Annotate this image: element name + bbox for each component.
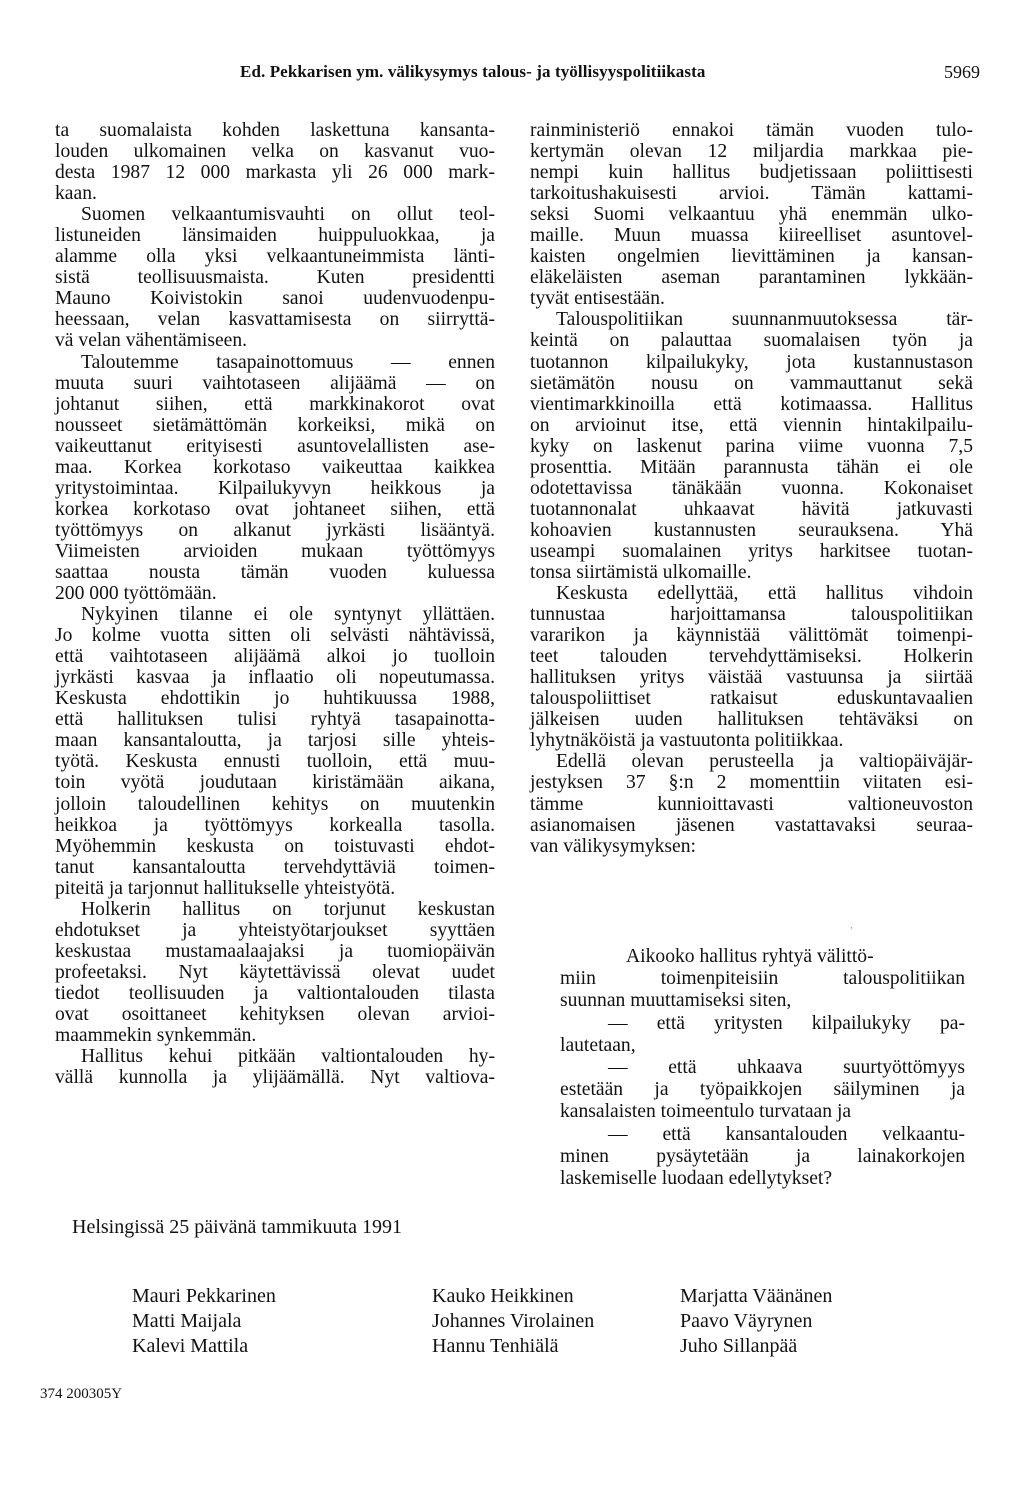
text-line: rainministeriö ennakoi tämän vuoden tulo- bbox=[530, 120, 973, 141]
scan-mark: ’ bbox=[850, 926, 854, 937]
text-line: 200 000 työttömään. bbox=[55, 583, 217, 605]
text-line: muuta suuri vaihtotaseen alijäämä — on bbox=[55, 372, 495, 394]
text-line: nempi kuin hallitus budjetissaan poliittisesti bbox=[530, 162, 973, 184]
text-line: sistä teollisuusmaista. Kuten presidentti bbox=[55, 267, 495, 289]
text-line: Holkerin hallitus on torjunut keskustan bbox=[81, 898, 495, 920]
signatory-name: Marjatta Väänänen bbox=[680, 1285, 833, 1307]
left-text-column bbox=[55, 120, 495, 1088]
text-line: tämme kunnioittavasti valtioneuvoston bbox=[530, 793, 973, 815]
text-line: maa. Korkea korkotaso vaikeuttaa kaikkea bbox=[55, 456, 495, 478]
text-line: johtanut siihen, että markkinakorot ovat bbox=[55, 393, 495, 415]
header-title: Ed. Pekkarisen ym. välikysymys talous- ja työllisyyspolitiikasta bbox=[240, 62, 706, 81]
text-line: talouspoliittiset ratkaisut eduskuntavaalien bbox=[530, 688, 973, 710]
text-line: Aikooko hallitus ryhtyä välittö- bbox=[626, 946, 874, 967]
text-line: vararikon ja käynnistää välittömät toimenpi- bbox=[530, 625, 973, 647]
text-line: maammekin synkemmän. bbox=[55, 1025, 257, 1047]
text-line: kaisten ongelmien lievittäminen ja kansan- bbox=[530, 246, 973, 268]
text-line: Keskusta edellyttää, että hallitus vihdoin bbox=[556, 583, 973, 605]
text-line: estetään ja työpaikkojen säilyminen ja bbox=[560, 1079, 965, 1101]
signatory-name: Matti Maijala bbox=[132, 1310, 242, 1332]
text-line: eläkeläisten aseman parantaminen lykkään- bbox=[530, 267, 973, 289]
signatories-column-2 bbox=[432, 1284, 594, 1359]
text-line: alamme olla yksi velkaantuneimmista länti- bbox=[55, 246, 495, 268]
text-line: tanut kansantaloutta tervehdyttäviä toimen- bbox=[55, 856, 495, 878]
text-line: korkea korkotaso ovat johtaneet siihen, että bbox=[55, 498, 495, 520]
signatory-name: Juho Sillanpää bbox=[680, 1335, 798, 1357]
text-line: piteitä ja tarjonnut hallitukselle yhteistyötä. bbox=[55, 877, 396, 899]
text-line: Suomen velkaantumisvauhti on ollut teol- bbox=[81, 204, 495, 226]
text-line: louden ulkomainen velka on kasvanut vuo- bbox=[55, 141, 495, 163]
text-line: hallituksen yritys väistää vastuunsa ja siirtää bbox=[530, 667, 973, 689]
text-line: heessaan, velan kasvattamisesta on siirryttä- bbox=[55, 309, 495, 331]
text-line: Talouspolitiikan suunnanmuutoksessa tär- bbox=[556, 309, 973, 331]
text-line: jolloin taloudellinen kehitys on muutenkin bbox=[55, 793, 495, 815]
signatory-name: Kauko Heikkinen bbox=[432, 1285, 574, 1307]
text-line: Mauno Koivistokin sanoi uudenvuodenpu- bbox=[55, 288, 495, 310]
text-line: Viimeisten arvioiden mukaan työttömyys bbox=[55, 540, 495, 562]
signatory-name: Kalevi Mattila bbox=[132, 1335, 249, 1357]
text-line: kertymän olevan 12 miljardia markkaa pie- bbox=[530, 141, 973, 163]
print-code: 374 200305Y bbox=[40, 1386, 123, 1402]
text-line: työtä. Keskusta ennusti tuolloin, että muu- bbox=[55, 751, 495, 773]
text-line: sietämätön nousu on vammauttanut sekä bbox=[530, 372, 973, 394]
text-line: ta suomalaista kohden laskettuna kansanta- bbox=[55, 120, 495, 141]
right-text-column bbox=[530, 120, 973, 857]
text-line: on arvioinut itse, että viennin hintakilpailu- bbox=[530, 414, 973, 436]
text-line: vaikeuttanut erityisesti asuntovelallisten ase- bbox=[55, 435, 495, 457]
text-line: saattaa nousta tämän vuoden kuluessa bbox=[55, 561, 495, 583]
text-line: keskustaa mustamaalaajaksi ja tuomiopäivän bbox=[55, 940, 495, 962]
text-line: Hallitus kehui pitkään valtiontalouden hy- bbox=[81, 1046, 495, 1068]
text-line: maan kansantaloutta, ja tarjosi sille yhteis- bbox=[55, 730, 495, 752]
text-line: useampi suomalainen yritys harkitsee tuotan- bbox=[530, 540, 973, 562]
interpellation-question bbox=[560, 946, 965, 1190]
signatory-name: Paavo Väyrynen bbox=[680, 1310, 813, 1332]
text-line: Keskusta ehdottikin jo huhtikuussa 1988, bbox=[55, 688, 495, 710]
text-line: nousseet sietämättömän korkeiksi, mikä on bbox=[55, 414, 495, 436]
text-line: minen pysäytetään ja lainakorkojen bbox=[560, 1145, 965, 1167]
text-line: kyky on laskenut parina viime vuonna 7,5 bbox=[530, 435, 973, 457]
text-line: desta 1987 12 000 markasta yli 26 000 mark- bbox=[55, 162, 495, 184]
text-line: työttömyys on alkanut jyrkästi lisääntyä. bbox=[55, 519, 495, 541]
text-line: tuotannon kilpailukyky, jota kustannustason bbox=[530, 351, 973, 373]
text-line: lyhytnäköistä ja vastuutonta politiikkaa. bbox=[530, 730, 844, 752]
text-line: jyrkästi kasvaa ja inflaatio oli nopeutumassa. bbox=[55, 667, 495, 689]
text-line: suunnan muuttamiseksi siten, bbox=[560, 990, 792, 1012]
text-line: tunnustaa harjoittamansa talouspolitiikan bbox=[530, 604, 973, 626]
page-number: 5969 bbox=[944, 62, 980, 82]
text-line: että hallituksen tulisi ryhtyä tasapainotta- bbox=[55, 709, 495, 731]
text-line: heikkoa ja työttömyys korkealla tasolla. bbox=[55, 814, 495, 836]
signatory-name: Hannu Tenhiälä bbox=[432, 1335, 559, 1357]
text-line: Taloutemme tasapainottomuus — ennen bbox=[81, 351, 495, 373]
text-line: kaan. bbox=[55, 183, 97, 205]
running-header bbox=[240, 62, 980, 92]
signatory-name: Mauri Pekkarinen bbox=[132, 1285, 276, 1307]
text-line: profeetaksi. Nyt käytettävissä olevat uudet bbox=[55, 961, 495, 983]
text-line: tarkoitushakuisesti arvioi. Tämän kattami- bbox=[530, 183, 973, 205]
text-line: Myöhemmin keskusta on toistuvasti ehdot- bbox=[55, 835, 495, 857]
text-line: — että yritysten kilpailukyky pa- bbox=[608, 1012, 965, 1034]
text-line: Edellä olevan perusteella ja valtiopäiväjär- bbox=[556, 751, 973, 773]
text-line: listuneiden länsimaiden huippuluokkaa, ja bbox=[55, 225, 495, 247]
text-line: kohoavien kustannusten seurauksena. Yhä bbox=[530, 519, 973, 541]
text-line: vällä kunnolla ja ylijäämällä. Nyt valtiova- bbox=[55, 1067, 495, 1089]
text-line: laskemiselle luodaan edellytykset? bbox=[560, 1167, 833, 1189]
text-line: tyvät entisestään. bbox=[530, 288, 665, 310]
text-line: ovat osoittaneet kehityksen olevan arvioi- bbox=[55, 1003, 495, 1025]
text-line: — että kansantalouden velkaantu- bbox=[608, 1123, 965, 1145]
text-line: prosenttia. Mitään parannusta tähän ei ole bbox=[530, 456, 973, 478]
text-line: Nykyinen tilanne ei ole syntynyt yllättäen. bbox=[81, 604, 495, 626]
place-date-line: Helsingissä 25 päivänä tammikuuta 1991 bbox=[72, 1216, 402, 1238]
text-line: lautetaan, bbox=[560, 1034, 636, 1056]
text-line: miin toimenpiteisiin talouspolitiikan bbox=[560, 968, 965, 990]
text-line: jestyksen 37 §:n 2 momenttiin viitaten esi- bbox=[530, 772, 973, 794]
text-line: keintä on palauttaa suomalaisen työn ja bbox=[530, 330, 973, 352]
text-line: van välikysymyksen: bbox=[530, 835, 696, 857]
signatories-column-3 bbox=[680, 1284, 832, 1359]
signatory-name: Johannes Virolainen bbox=[432, 1310, 595, 1332]
text-line: toin vyötä joudutaan kiristämään aikana, bbox=[55, 772, 495, 794]
text-line: odotettavissa tänäkään vuonna. Kokonaiset bbox=[530, 477, 973, 499]
text-line: — että uhkaava suurtyöttömyys bbox=[608, 1056, 965, 1078]
text-line: ehdotukset ja yhteistyötarjoukset syyttäen bbox=[55, 919, 495, 941]
text-line: vä velan vähentämiseen. bbox=[55, 330, 248, 352]
signatories-column-1 bbox=[132, 1284, 276, 1359]
text-line: teet talouden tervehdyttämiseksi. Holkerin bbox=[530, 646, 973, 668]
text-line: tiedot teollisuuden ja valtiontalouden tilasta bbox=[55, 982, 495, 1004]
text-line: jälkeisen uuden hallituksen tehtäväksi on bbox=[530, 709, 973, 731]
text-line: vientimarkkinoilla että kotimaassa. Hallitus bbox=[530, 393, 973, 415]
text-line: Jo kolme vuotta sitten oli selvästi nähtävissä, bbox=[55, 625, 495, 647]
text-line: tuotannonalat uhkaavat hävitä jatkuvasti bbox=[530, 498, 973, 520]
text-line: yritystoimintaa. Kilpailukyvyn heikkous ja bbox=[55, 477, 495, 499]
text-line: maille. Muun muassa kiireelliset asuntovel- bbox=[530, 225, 973, 247]
text-line: kansalaisten toimeentulo turvataan ja bbox=[560, 1101, 852, 1123]
text-line: seksi Suomi velkaantuu yhä enemmän ulko- bbox=[530, 204, 973, 226]
text-line: että vaihtotaseen alijäämä alkoi jo tuolloin bbox=[55, 646, 495, 668]
text-line: asianomaisen jäsenen vastattavaksi seuraa- bbox=[530, 814, 973, 836]
text-line: tonsa siirtämistä ulkomaille. bbox=[530, 561, 752, 583]
